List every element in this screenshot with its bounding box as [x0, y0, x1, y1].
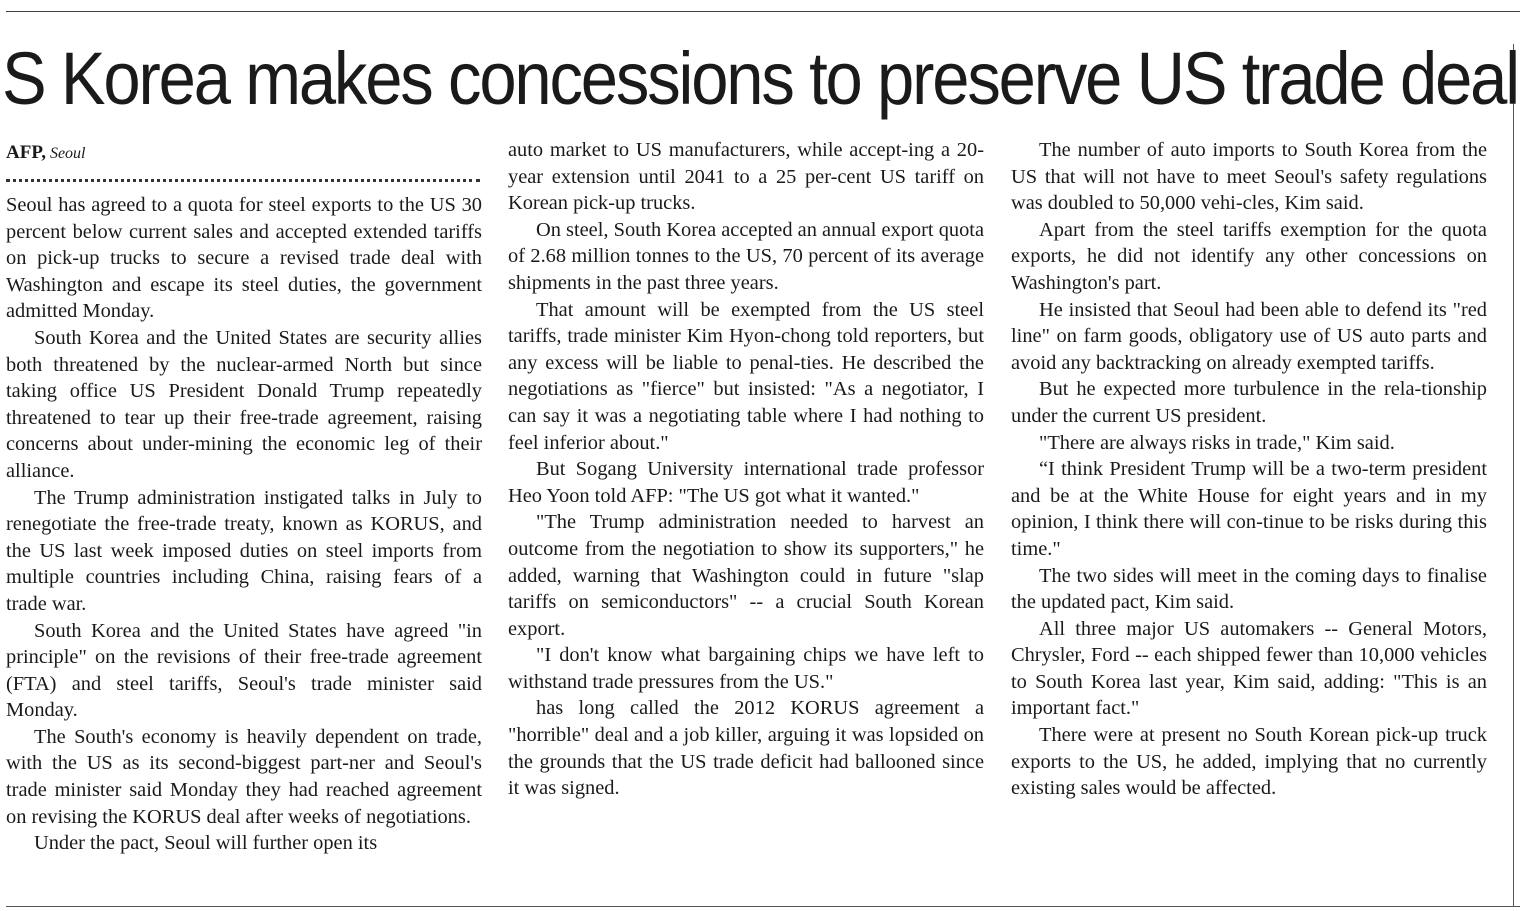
- column-2: [508, 137, 984, 802]
- paragraph: auto market to US manufacturers, while accept-ing a 20-year extension until 2041 to a 25 per-cent US tariff on Korean pick-up trucks.: [508, 139, 984, 215]
- byline: [6, 137, 482, 167]
- paragraph: But he expected more turbulence in the rela-tionship under the current US president.: [1011, 378, 1487, 427]
- headline: S Korea makes concessions to preserve US trade deal: [2, 37, 1518, 120]
- bottom-rule: [6, 906, 1520, 907]
- paragraph: "The Trump administration needed to harvest an outcome from the negotiation to show its supporters," he added, warning that Washington could in future "slap tariffs on semiconductors" -- a crucial South Korean export.: [508, 511, 984, 640]
- top-rule: [6, 11, 1520, 12]
- column-1: [6, 137, 482, 857]
- paragraph: But Sogang University international trade professor Heo Yoon told AFP: "The US got what it wanted.": [508, 458, 984, 507]
- paragraph: On steel, South Korea accepted an annual export quota of 2.68 million tonnes to the US, 70 percent of its average shipments in the past three years.: [508, 218, 984, 294]
- paragraph: The two sides will meet in the coming days to finalise the updated pact, Kim said.: [1011, 564, 1487, 614]
- paragraph: The South's economy is heavily dependent on trade, with the US as its second-biggest part-ner and Seoul's trade minister said Monday they had reached agreement on revising the KORUS deal after weeks of negotiations.: [6, 725, 482, 828]
- byline-agency: AFP,: [6, 142, 46, 163]
- paragraph: South Korea and the United States have agreed "in principle" on the revisions of their free-trade agreement (FTA) and steel tariffs, Seoul's trade minister said Monday.: [6, 619, 482, 722]
- paragraph: The Trump administration instigated talks in July to renegotiate the free-trade treaty, known as KORUS, and the US last week imposed duties on steel imports from multiple countries including China, raising fears of a trade war.: [6, 486, 482, 615]
- paragraph: Apart from the steel tariffs exemption for the quota exports, he did not identify any other concessions on Washington's part.: [1011, 218, 1487, 294]
- column-3: [1011, 137, 1487, 802]
- paragraph: The number of auto imports to South Korea from the US that will not have to meet Seoul's safety regulations was doubled to 50,000 vehi-cles, Kim said.: [1011, 139, 1487, 215]
- paragraph: There were at present no South Korean pick-up truck exports to the US, he added, implying that no currently existing sales would be affected.: [1011, 724, 1487, 800]
- paragraph: "I don't know what bargaining chips we have left to withstand trade pressures from the US.": [508, 644, 984, 693]
- right-column-rule: [1513, 44, 1514, 906]
- paragraph: Under the pact, Seoul will further open its: [34, 832, 378, 855]
- paragraph: “I think President Trump will be a two-term president and be at the White House for eight years and in my opinion, I think there will con-tinue to be risks during this time.": [1011, 458, 1487, 560]
- paragraph: South Korea and the United States are security allies both threatened by the nuclear-armed North but since taking office US President Donald Trump repeatedly threatened to tear up their free-trade agreement, raising concerns about under-mining the economic leg of their alliance.: [6, 326, 482, 482]
- paragraph: That amount will be exempted from the US steel tariffs, trade minister Kim Hyon-chong told reporters, but any excess will be liable to penal-ties. He described the negotiations as "fierce" but insisted: "As a negotiator, I can say it was a negotiating table where I had nothing to feel inferior about.": [508, 298, 984, 454]
- paragraph: Seoul has agreed to a quota for steel exports to the US 30 percent below current sales and accepted extended tariffs on pick-up trucks to secure a revised trade deal with Washington and escape its steel duties, the government admitted Monday.: [6, 194, 482, 323]
- paragraph: "There are always risks in trade," Kim said.: [1039, 431, 1395, 454]
- paragraph: has long called the 2012 KORUS agreement a "horrible" deal and a job killer, arguing it was lopsided on the grounds that the US trade deficit had ballooned since it was signed.: [508, 697, 984, 800]
- paragraph: All three major US automakers -- General Motors, Chrysler, Ford -- each shipped fewer than 10,000 vehicles to South Korea last year, Kim said, adding: "This is an important fact.": [1011, 617, 1487, 720]
- byline-place: Seoul: [49, 145, 86, 162]
- paragraph: He insisted that Seoul had been able to defend its "red line" on farm goods, obligatory use of US auto parts and avoid any backtracking on already exempted tariffs.: [1011, 298, 1487, 374]
- byline-divider: [6, 179, 480, 182]
